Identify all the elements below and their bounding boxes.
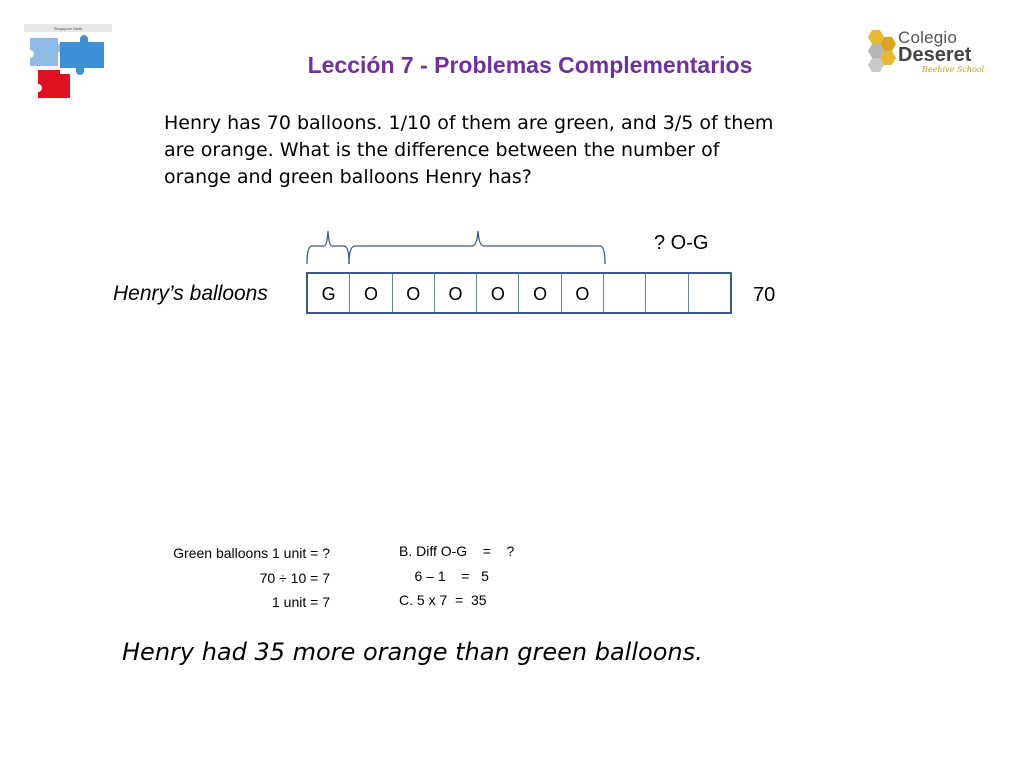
- bar-unit-cell: [689, 274, 730, 312]
- bar-unit-cell: O: [477, 274, 519, 312]
- logo-tagline: Beehive School: [922, 65, 985, 74]
- working-steps-b-c: [399, 543, 599, 617]
- bar-unit-cell: O: [393, 274, 435, 312]
- working-step-a: [120, 545, 330, 619]
- difference-question-label: ? O-G: [654, 232, 709, 254]
- bar-unit-cell: [604, 274, 646, 312]
- bar-unit-cell: O: [350, 274, 392, 312]
- word-problem: [164, 110, 864, 191]
- logo-word-colegio: Colegio: [898, 28, 958, 47]
- bar-model-label: Henry’s balloons: [113, 282, 268, 305]
- answer-statement: Henry had 35 more orange than green balloons.: [122, 638, 703, 666]
- singapore-math-puzzle-logo: [24, 24, 112, 106]
- bar-unit-cell: O: [519, 274, 561, 312]
- model-braces: [300, 226, 620, 270]
- work-line: 6 – 1 = 5: [399, 567, 489, 584]
- bar-unit-cell: [646, 274, 688, 312]
- bar-model: [306, 272, 732, 314]
- slide-title: Lección 7 - Problemas Complementarios: [307, 52, 753, 78]
- green-unit-brace: [307, 231, 349, 264]
- problem-line: are orange. What is the difference between the number of: [164, 139, 720, 161]
- colegio-deseret-logo: [862, 24, 1002, 80]
- work-line: Green balloons 1 unit = ?: [173, 545, 330, 561]
- difference-brace: [349, 231, 605, 264]
- bar-unit-cell: O: [562, 274, 604, 312]
- bar-unit-cell: G: [308, 274, 350, 312]
- problem-line: Henry has 70 balloons. 1/10 of them are green, and 3/5 of them: [164, 112, 774, 134]
- bar-total-label: 70: [753, 284, 776, 306]
- honeycomb-icon: [862, 28, 900, 72]
- problem-line: orange and green balloons Henry has?: [164, 166, 532, 188]
- work-line: C. 5 x 7 = 35: [399, 592, 487, 608]
- work-line: 1 unit = 7: [272, 594, 330, 610]
- work-line: 70 ÷ 10 = 7: [259, 569, 330, 586]
- work-line: B. Diff O-G = ?: [399, 543, 515, 559]
- bar-unit-cell: O: [435, 274, 477, 312]
- logo-word-deseret: Deseret: [898, 44, 972, 66]
- puzzle-logo-caption: Singapore Math: [53, 26, 83, 31]
